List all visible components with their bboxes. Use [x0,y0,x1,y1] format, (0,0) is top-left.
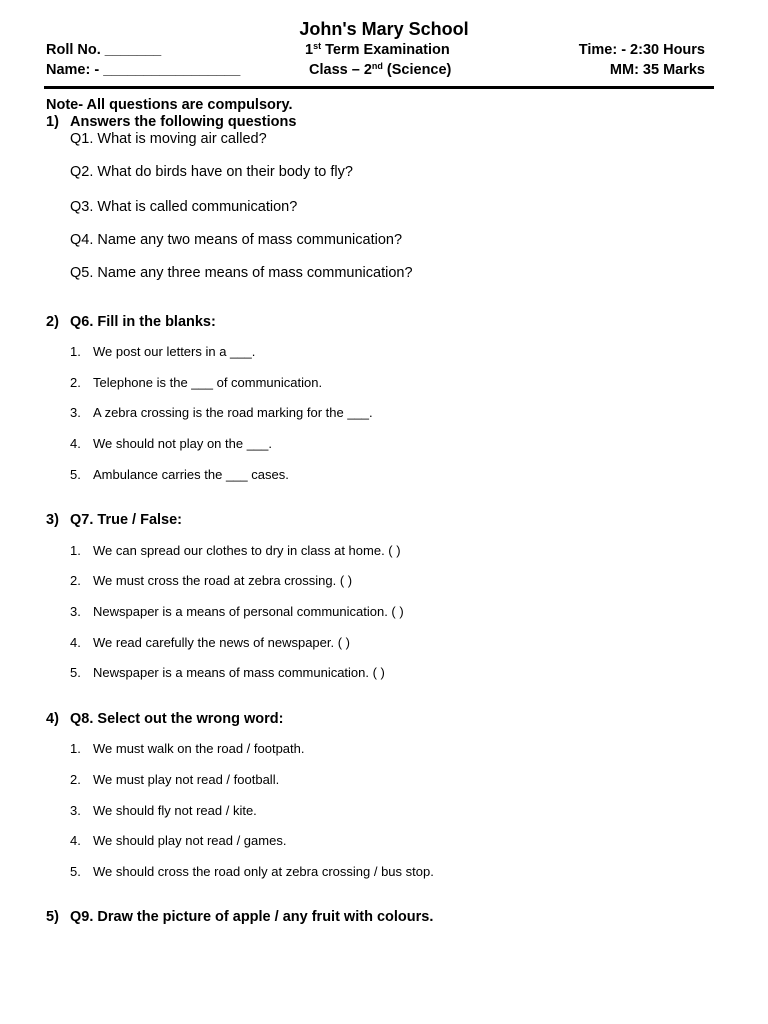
list-item-number: 4. [70,635,81,650]
max-marks: MM: 35 Marks [609,62,705,78]
list-item: We should play not read / games. [93,833,287,848]
list-item-number: 2. [70,772,81,787]
list-item-number: 5. [70,864,81,879]
question-2: Q2. What do birds have on their body to fly? [70,164,353,180]
class-label [309,62,451,78]
list-item-number: 3. [70,604,81,619]
list-item: We must walk on the road / footpath. [93,741,305,756]
school-name: John's Mary School [299,19,469,39]
list-item-number: 5. [70,665,81,680]
section-1-title: Answers the following questions [70,114,297,130]
list-item-number: 5. [70,467,81,482]
list-item: A zebra crossing is the road marking for the ___. [93,405,373,420]
section-3-number: 3) [46,512,59,528]
list-item: We should not play on the ___. [93,436,272,451]
list-item: Newspaper is a means of mass communication. ( ) [93,665,385,680]
question-5: Q5. Name any three means of mass communication? [70,265,413,281]
exam-title [305,42,450,58]
section-1-number: 1) [46,114,59,130]
header-divider [44,86,714,89]
question-4: Q4. Name any two means of mass communication? [70,232,403,248]
exam-ordinal-suffix: st [313,41,322,51]
list-item: We must cross the road at zebra crossing. ( ) [93,573,353,588]
class-prefix: Class – 2 [309,62,372,78]
list-item-number: 1. [70,543,81,558]
list-item-number: 1. [70,741,81,756]
section-5-number: 5) [46,909,59,925]
instructions-note: Note- All questions are compulsory. [46,97,293,113]
list-item: Telephone is the ___ of communication. [93,375,323,390]
list-item: Ambulance carries the ___ cases. [93,467,289,482]
list-item: We should fly not read / kite. [93,803,257,818]
list-item: Newspaper is a means of personal communication. ( ) [93,604,404,619]
student-name-field: Name: - _________________ [46,62,241,78]
roll-number-field: Roll No. _______ [46,42,162,58]
class-subject: (Science) [382,62,452,78]
list-item-number: 4. [70,436,81,451]
list-item-number: 2. [70,573,81,588]
section-4-title: Q8. Select out the wrong word: [70,711,284,727]
section-3-title: Q7. True / False: [70,512,183,528]
question-3: Q3. What is called communication? [70,199,298,215]
list-item: We should cross the road only at zebra crossing / bus stop. [93,864,434,879]
list-item-number: 2. [70,375,81,390]
list-item-number: 3. [70,803,81,818]
section-5-title: Q9. Draw the picture of apple / any fruit with colours. [70,909,434,925]
class-ordinal-suffix: nd [371,61,383,71]
section-2-number: 2) [46,314,59,330]
list-item: We post our letters in a ___. [93,344,256,359]
list-item: We read carefully the news of newspaper. ( ) [93,635,350,650]
list-item-number: 4. [70,833,81,848]
list-item-number: 1. [70,344,81,359]
list-item-number: 3. [70,405,81,420]
section-2-title: Q6. Fill in the blanks: [70,314,216,330]
list-item: We must play not read / football. [93,772,280,787]
section-4-number: 4) [46,711,59,727]
list-item: We can spread our clothes to dry in class at home. ( ) [93,543,401,558]
exam-time: Time: - 2:30 Hours [578,42,705,58]
exam-ordinal: 1 [305,42,314,58]
question-1: Q1. What is moving air called? [70,131,267,147]
exam-title-rest: Term Examination [321,42,450,58]
